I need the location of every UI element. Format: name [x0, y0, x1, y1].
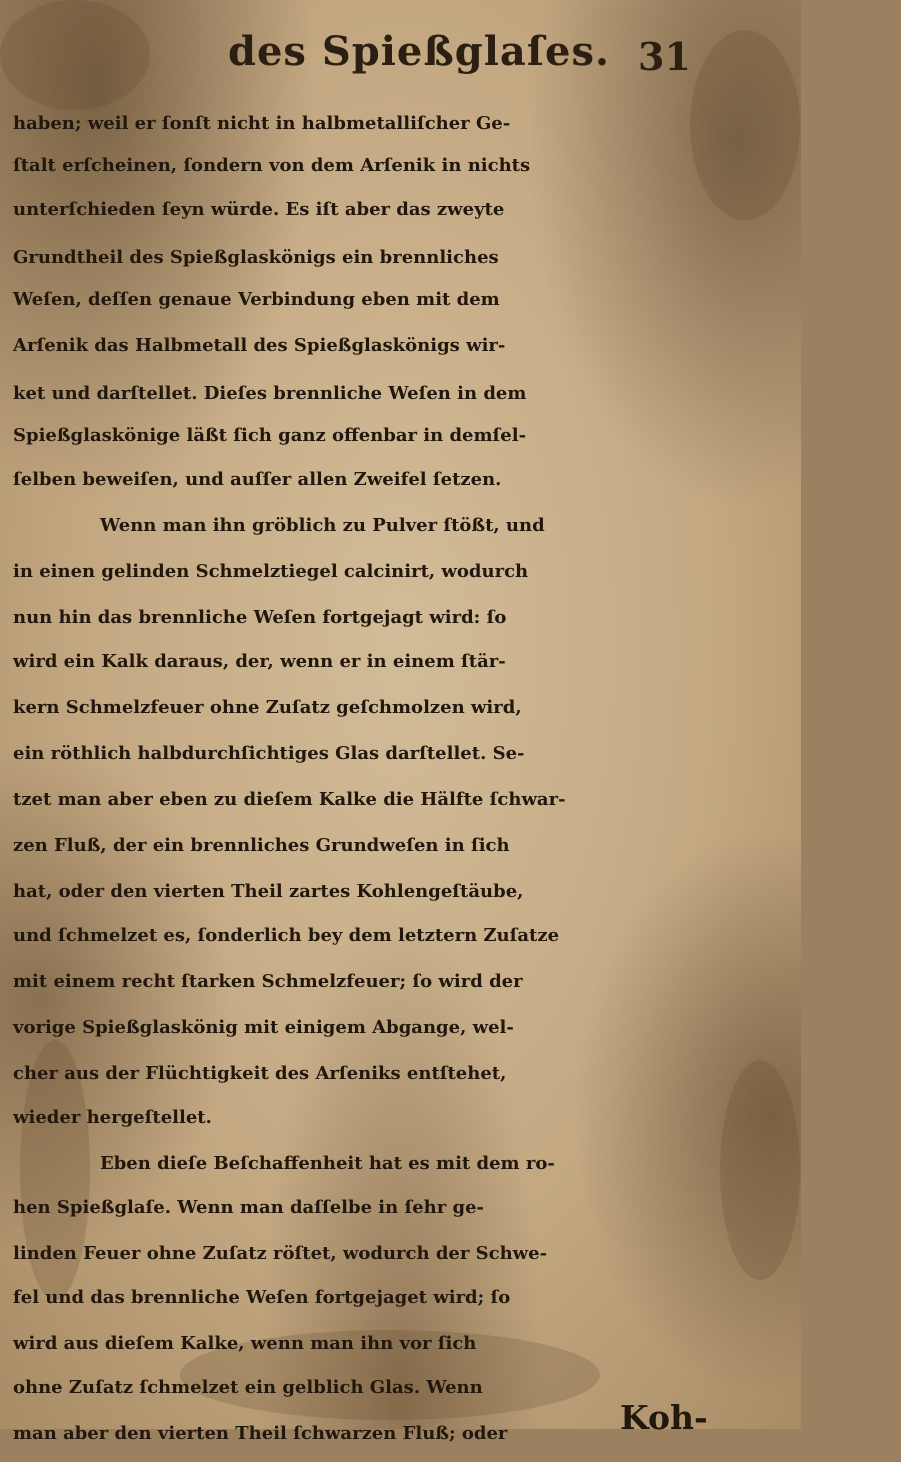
text-line: wird aus dieſem Kalke, wenn man ihn vor ſich: [13, 1333, 477, 1354]
text-line: wird ein Kalk daraus, der, wenn er in einem ſtär-: [13, 651, 506, 672]
text-line: Wenn man ihn gröblich zu Pulver ſtößt, und: [100, 515, 545, 536]
text-line: Eben dieſe Beſchaffenheit hat es mit dem ro-: [100, 1153, 555, 1174]
text-line: und ſchmelzet es, ſonderlich bey dem letztern Zuſatze: [13, 925, 560, 946]
text-line: kern Schmelzfeuer ohne Zuſatz geſchmolzen wird,: [13, 697, 522, 718]
text-line: nun hin das brennliche Weſen fortgejagt wird: ſo: [13, 607, 507, 628]
text-line: ſtalt erſcheinen, ſondern von dem Arſenik in nichts: [13, 155, 531, 176]
text-line: ſelben beweiſen, und auſſer allen Zweifel ſetzen.: [13, 469, 502, 490]
text-line: in einen gelinden Schmelztiegel calcinirt, wodurch: [13, 561, 529, 582]
text-line: Arſenik das Halbmetall des Spießglaskönigs wir-: [13, 335, 506, 356]
text-line: ohne Zuſatz ſchmelzet ein gelblich Glas. Wenn: [13, 1377, 483, 1398]
text-line: fel und das brennliche Weſen fortgejaget wird; ſo: [13, 1287, 511, 1308]
catchword: Koh-: [620, 1398, 708, 1437]
text-line: Weſen, deſſen genaue Verbindung eben mit dem: [13, 289, 500, 310]
text-line: unterſchieden ſeyn würde. Es iſt aber das zweyte: [13, 199, 505, 220]
text-line: zen Fluß, der ein brennliches Grundweſen in ſich: [13, 835, 510, 856]
text-line: haben; weil er ſonſt nicht in halbmetalliſcher Ge-: [13, 113, 511, 134]
text-line: hen Spießglaſe. Wenn man daſſelbe in ſehr ge-: [13, 1197, 485, 1218]
text-line: ein röthlich halbdurchſichtiges Glas darſtellet. Se-: [13, 743, 525, 764]
text-line: vorige Spießglaskönig mit einigem Abgange, wel-: [13, 1017, 514, 1038]
text-line: mit einem recht ſtarken Schmelzfeuer; ſo wird der: [13, 971, 523, 992]
text-line: hat, oder den vierten Theil zartes Kohlengeſtäube,: [13, 881, 524, 902]
text-line: ket und darſtellet. Dieſes brennliche Weſen in dem: [13, 383, 527, 404]
text-line: man aber den vierten Theil ſchwarzen Fluß; oder: [13, 1423, 508, 1444]
text-line: tzet man aber eben zu dieſem Kalke die Hälfte ſchwar-: [13, 789, 566, 810]
text-line: wieder hergeſtellet.: [13, 1107, 212, 1128]
text-line: cher aus der Flüchtigkeit des Arſeniks entſtehet,: [13, 1063, 507, 1084]
page-number: 31: [638, 34, 691, 79]
page-header: [0, 22, 801, 82]
text-line: Grundtheil des Spießglaskönigs ein brennliches: [13, 247, 499, 268]
running-head: des Spießglaſes.: [228, 28, 610, 75]
text-line: Spießglaskönige läßt ſich ganz offenbar in demſel-: [13, 425, 527, 446]
text-line: linden Feuer ohne Zuſatz röſtet, wodurch der Schwe-: [13, 1243, 548, 1264]
